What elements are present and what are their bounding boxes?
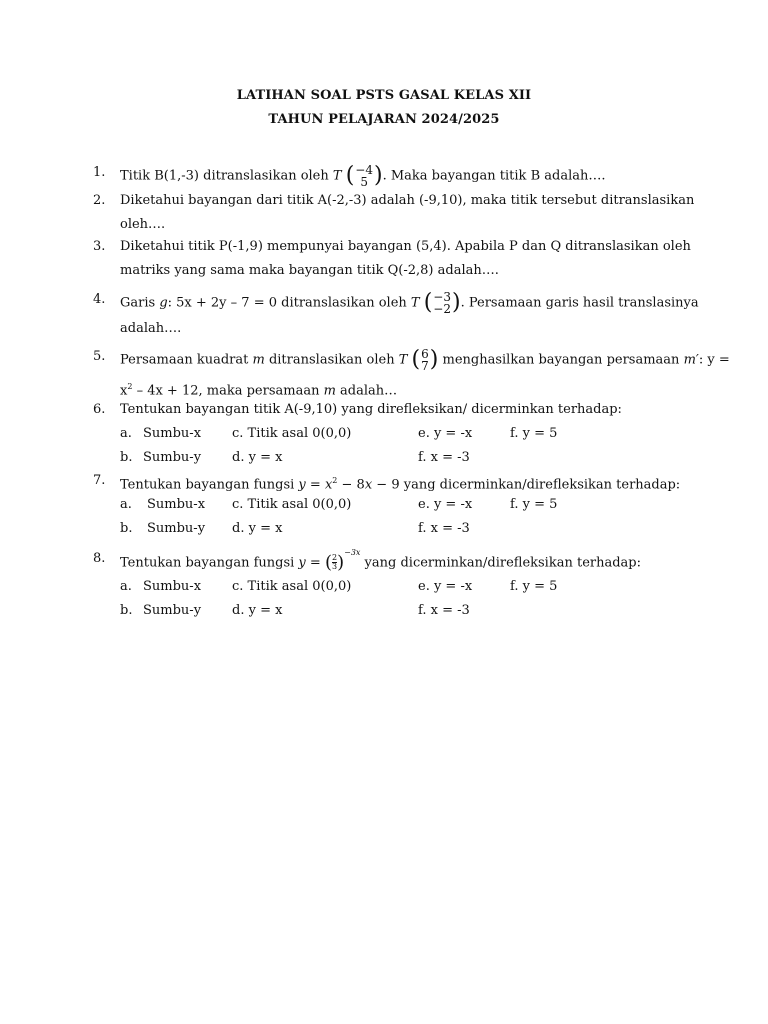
q1-T: T xyxy=(332,168,342,184)
page-title: LATIHAN SOAL PSTS GASAL KELAS XII xyxy=(236,88,532,103)
option-titik-asal: c. Titik asal 0(0,0) xyxy=(232,579,352,594)
vector-bottom: 7 xyxy=(421,359,429,373)
option-x-neg-3: f. x = -3 xyxy=(418,521,470,536)
option-y-x: d. y = x xyxy=(232,603,283,618)
option-y-x: d. y = x xyxy=(232,450,283,465)
q5-line2-post: adalah… xyxy=(335,383,398,399)
vector-bottom: 5 xyxy=(360,175,368,189)
option-sumbu-x: Sumbu-x xyxy=(143,426,202,441)
option-y-5: f. y = 5 xyxy=(510,579,558,594)
question-number: 8. xyxy=(93,551,106,566)
q5-x: x xyxy=(120,383,128,399)
option-label: a. xyxy=(120,497,132,512)
q4-text-mid: : 5x + 2y – 7 = 0 ditranslasikan oleh xyxy=(167,295,411,311)
q7-eq: = xyxy=(305,477,325,493)
option-sumbu-x: Sumbu-x xyxy=(143,579,202,594)
q7-sup: 2 xyxy=(332,476,338,485)
question-number: 4. xyxy=(93,292,106,307)
right-paren: ) xyxy=(429,347,439,372)
q8-exponent: −3x xyxy=(344,548,361,557)
question-8 xyxy=(120,550,641,572)
question-4 xyxy=(120,290,699,316)
q1-vector xyxy=(355,164,373,188)
question-number: 2. xyxy=(93,193,106,208)
option-titik-asal: c. Titik asal 0(0,0) xyxy=(232,426,352,441)
vector-top: 6 xyxy=(421,347,429,361)
option-label: a. xyxy=(120,579,132,594)
q8-text-post: yang dicerminkan/direfleksikan terhadap: xyxy=(360,555,642,571)
option-sumbu-x: Sumbu-x xyxy=(147,497,206,512)
option-y-neg-x: e. y = -x xyxy=(418,497,473,512)
q5-text-end: : y = xyxy=(698,352,730,368)
q4-g: g xyxy=(159,295,168,311)
question-2-line-1: Diketahui bayangan dari titik A(-2,-3) adalah (-9,10), maka titik tersebut ditranslasikan xyxy=(120,193,695,208)
q7-x: x xyxy=(324,477,333,493)
fraction-denominator: 3 xyxy=(331,562,338,572)
option-sumbu-y: Sumbu-y xyxy=(147,521,206,536)
option-sumbu-y: Sumbu-y xyxy=(143,603,202,618)
option-sumbu-y: Sumbu-y xyxy=(143,450,202,465)
option-y-5: f. y = 5 xyxy=(510,497,558,512)
q1-text-post: . Maka bayangan titik B adalah…. xyxy=(382,168,606,184)
question-3-line-1: Diketahui titik P(-1,9) mempunyai bayangan (5,4). Apabila P dan Q ditranslasikan oleh xyxy=(120,239,691,254)
q1-text-pre: Titik B(1,-3) ditranslasikan oleh xyxy=(120,168,333,184)
left-paren: ( xyxy=(423,290,433,315)
option-y-neg-x: e. y = -x xyxy=(418,426,473,441)
q8-y: y xyxy=(298,555,306,571)
option-label: b. xyxy=(120,450,133,465)
question-number: 6. xyxy=(93,402,106,417)
q8-eq: = xyxy=(305,555,325,571)
question-number: 1. xyxy=(93,165,106,180)
option-label: b. xyxy=(120,603,133,618)
q4-text-pre: Garis xyxy=(120,295,160,311)
question-number: 7. xyxy=(93,473,106,488)
question-number: 5. xyxy=(93,349,106,364)
question-4-line-2: adalah…. xyxy=(120,321,182,336)
question-3-line-2: matriks yang sama maka bayangan titik Q(-2,8) adalah…. xyxy=(120,263,499,278)
q5-line2-mid: – 4x + 12, maka persamaan xyxy=(132,383,324,399)
q4-vector xyxy=(433,291,451,315)
option-label: a. xyxy=(120,426,132,441)
q5-text-mid: ditranslasikan oleh xyxy=(264,352,399,368)
option-y-x: d. y = x xyxy=(232,521,283,536)
q4-T: T xyxy=(410,295,420,311)
q5-m-prime: m′ xyxy=(683,352,699,368)
q7-text-pre: Tentukan bayangan fungsi xyxy=(120,477,299,493)
right-paren: ) xyxy=(452,290,461,315)
q7-text-post: yang dicerminkan/direfleksikan terhadap: xyxy=(399,477,681,493)
q5-text-post: menghasilkan bayangan persamaan xyxy=(438,352,684,368)
option-x-neg-3: f. x = -3 xyxy=(418,603,470,618)
vector-bottom: −2 xyxy=(433,302,451,316)
q5-vector xyxy=(421,348,429,372)
option-x-neg-3: f. x = -3 xyxy=(418,450,470,465)
right-paren: ) xyxy=(337,551,345,573)
question-1 xyxy=(120,164,606,188)
q7-y: y xyxy=(298,477,306,493)
option-label: b. xyxy=(120,521,133,536)
q7-rest: − 8 xyxy=(337,477,365,493)
question-7 xyxy=(120,472,680,494)
q4-text-post: . Persamaan garis hasil translasinya xyxy=(460,295,699,311)
vector-top: −3 xyxy=(433,290,451,304)
left-paren: ( xyxy=(345,163,355,188)
vector-top: −4 xyxy=(355,163,373,177)
left-paren: ( xyxy=(324,551,332,573)
question-2-line-2: oleh…. xyxy=(120,217,166,232)
option-titik-asal: c. Titik asal 0(0,0) xyxy=(232,497,352,512)
question-number: 3. xyxy=(93,239,106,254)
question-5 xyxy=(120,348,730,372)
q8-text-pre: Tentukan bayangan fungsi xyxy=(120,555,299,571)
q5-m: m xyxy=(252,352,265,368)
question-5-line-2 xyxy=(120,378,397,400)
q7-tail: − 9 xyxy=(372,477,400,493)
q5-line2-m: m xyxy=(323,383,336,399)
right-paren: ) xyxy=(374,163,383,188)
q5-text-pre: Persamaan kuadrat xyxy=(120,352,253,368)
fraction-numerator: 2 xyxy=(331,553,338,563)
left-paren: ( xyxy=(411,347,421,372)
q5-T: T xyxy=(398,352,408,368)
q7-x2: x xyxy=(364,477,373,493)
option-y-neg-x: e. y = -x xyxy=(418,579,473,594)
option-y-5: f. y = 5 xyxy=(510,426,558,441)
question-6: Tentukan bayangan titik A(-9,10) yang direfleksikan/ dicerminkan terhadap: xyxy=(120,402,622,417)
page-subtitle: TAHUN PELAJARAN 2024/2025 xyxy=(268,112,500,127)
q5-sup: 2 xyxy=(127,382,133,391)
